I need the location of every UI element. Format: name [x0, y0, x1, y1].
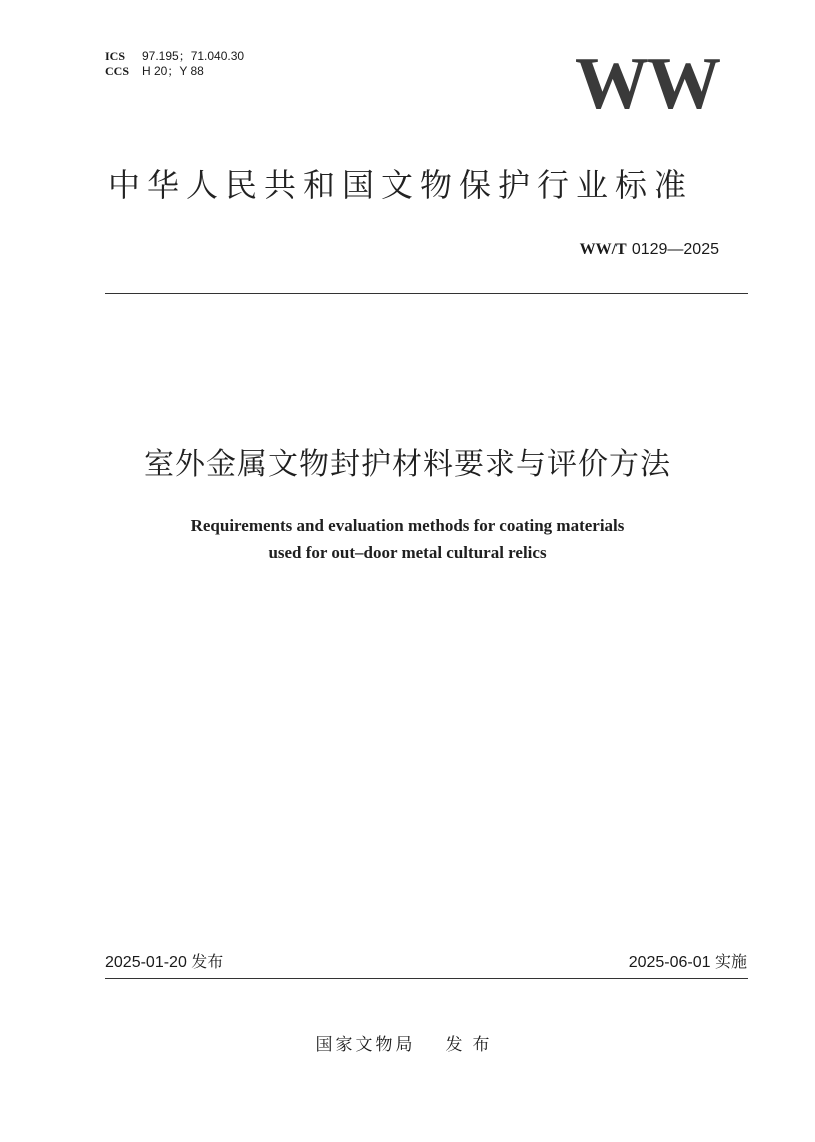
title-english-line-1: Requirements and evaluation methods for coating materials — [190, 516, 625, 535]
ics-value: 97.195；71.040.30 — [142, 49, 245, 63]
standard-number-code: 0129—2025 — [631, 241, 719, 258]
standard-category: 中华人民共和国文物保护行业标准 — [108, 166, 694, 204]
ics-label: ICS — [105, 49, 126, 63]
ww-logo: WW — [575, 43, 719, 125]
standard-number — [580, 239, 719, 260]
publisher — [0, 1033, 815, 1057]
implementation-date: 2025-06-01 实施 — [628, 954, 747, 971]
title-english-line-2: used for out–door metal cultural relics — [268, 543, 547, 562]
ccs-classification — [105, 64, 204, 78]
bottom-divider — [105, 978, 748, 979]
issue-date: 2025-01-20 发布 — [105, 954, 224, 971]
top-divider — [105, 293, 748, 294]
ccs-value: H 20；Y 88 — [142, 64, 204, 78]
publisher-name: 国家文物局 — [315, 1035, 416, 1055]
ccs-label: CCS — [105, 64, 130, 78]
publish-verb: 发布 — [445, 1035, 500, 1055]
ics-classification — [105, 49, 244, 63]
title-chinese: 室外金属文物封护材料要求与评价方法 — [144, 447, 671, 482]
standard-number-prefix: WW/T — [579, 241, 627, 258]
